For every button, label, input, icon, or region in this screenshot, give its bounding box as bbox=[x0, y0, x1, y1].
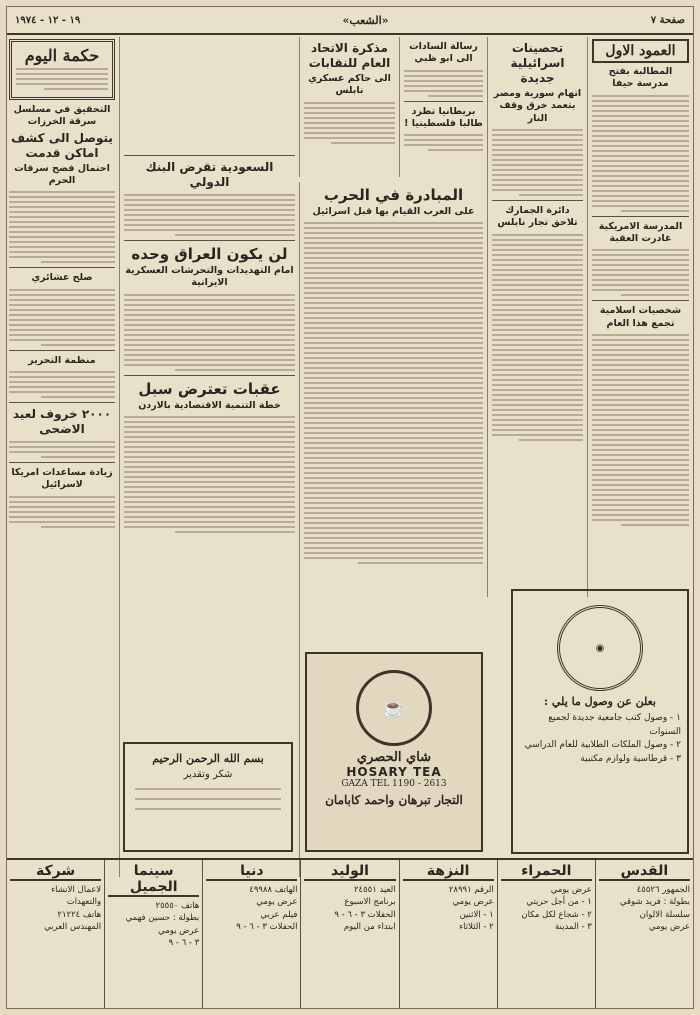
cinema-ads-row bbox=[7, 858, 693, 1008]
ad-item: ٢ - الثلاثاء bbox=[459, 921, 494, 932]
column-6 bbox=[5, 37, 119, 857]
headline: منظمة التحرير bbox=[28, 354, 96, 366]
ad-item: عرض يومي bbox=[452, 897, 494, 908]
headline: رسالة السادات الى ابو ظبي bbox=[409, 41, 478, 65]
subheadline: اتهام سورية ومصر بتعمد خرق وقف النار bbox=[493, 88, 582, 124]
paper-name: «الشعب» bbox=[342, 13, 389, 27]
cinema-ad bbox=[399, 860, 497, 1008]
article-body bbox=[592, 95, 689, 212]
ad-title: القدس bbox=[599, 863, 690, 881]
wisdom-title: حكمة اليوم bbox=[24, 46, 100, 65]
cinema-ad bbox=[104, 860, 202, 1008]
headline: لن يكون العراق وحده bbox=[131, 245, 288, 263]
article-body bbox=[124, 194, 295, 236]
newspaper-page bbox=[6, 6, 694, 1009]
tea-name-en: HOSARY TEA bbox=[346, 765, 442, 779]
headline: المدرسة الامريكية غادرت العقبة bbox=[598, 220, 683, 245]
ad-item: لاعمال الانشاء bbox=[51, 885, 102, 895]
article-body bbox=[304, 222, 483, 564]
ad-item: ١ - الاثنين bbox=[459, 909, 494, 920]
tea-ad bbox=[305, 652, 483, 852]
article-body bbox=[9, 371, 115, 398]
ad-line: ٢ - وصول الملكات الطلابية للعام الدراسي bbox=[524, 740, 681, 750]
ad-item: ٣ - ٦ - ٩ bbox=[168, 937, 200, 948]
article-body bbox=[492, 129, 583, 196]
headline: ٢٠٠٠ خروف لعيد الاضحى bbox=[12, 407, 112, 437]
subheadline: على العرب القيام بها قبل اسرائيل bbox=[312, 206, 475, 217]
headline: عقبات تعترض سبل bbox=[138, 379, 281, 398]
cinema-ad bbox=[202, 860, 300, 1008]
headline: دائرة الجمارك تلاحق تجار نابلس bbox=[497, 205, 578, 229]
page-number: صفحة ٧ bbox=[650, 14, 685, 26]
headline: بريطانيا تطرد طالبا فلسطينيا ! bbox=[404, 105, 483, 130]
headline: مذكرة الاتحاد العام للنقابات bbox=[308, 41, 391, 70]
notice-title: بسم الله الرحمن الرحيم bbox=[152, 752, 264, 765]
bookstore-ad bbox=[511, 589, 689, 854]
column-2 bbox=[487, 37, 587, 597]
ad-item: برنامج الاسبوع bbox=[344, 897, 396, 908]
tea-name-ar: شاي الحصري bbox=[356, 750, 432, 765]
ad-item: عرض يومي bbox=[648, 921, 690, 932]
tea-phone: GAZA TEL 1190 - 2613 bbox=[341, 779, 447, 789]
wisdom-box bbox=[9, 39, 115, 100]
ad-title: سينما الجميل bbox=[108, 863, 199, 897]
ad-title: دنيا bbox=[206, 863, 297, 881]
ad-title: شركة bbox=[10, 863, 101, 881]
tea-logo-icon: ☕ bbox=[356, 670, 432, 746]
headline: التحقيق في مسلسل سرقة الخرزات bbox=[13, 104, 111, 128]
article-body bbox=[9, 496, 115, 528]
ad-item: الجمهور ٤٥٥٢٦ bbox=[636, 885, 690, 895]
ad-item: المهندس العربي bbox=[44, 921, 102, 932]
cinema-ad bbox=[300, 860, 398, 1008]
ad-item: بطولة : فريد شوقي bbox=[619, 897, 690, 908]
ad-title: بعلن عن وصول ما يلي : bbox=[544, 695, 656, 708]
headline: شخصيات اسلامية تجمع هذا العام bbox=[599, 305, 682, 329]
ad-item: ١ - من أجل حريتي bbox=[526, 897, 592, 908]
article-body bbox=[9, 191, 115, 263]
subheadline: امام التهديدات والتحرشات العسكرية الايرانية bbox=[125, 265, 294, 289]
ad-title: الوليد bbox=[304, 863, 395, 881]
article-body bbox=[124, 294, 295, 371]
ad-item: ابتداء من اليوم bbox=[343, 921, 396, 932]
headline: المبادرة في الحرب bbox=[323, 186, 464, 204]
article-body bbox=[304, 102, 395, 144]
tea-distributor: التجار تبرهان واحمد كابامان bbox=[325, 793, 463, 807]
company-ad bbox=[7, 860, 104, 1008]
bookstore-seal-icon: ◉ bbox=[557, 605, 643, 691]
ad-item: الهاتف ٤٩٩٨٨ bbox=[249, 885, 298, 895]
ad-item: بطولة : حسين فهمي bbox=[125, 913, 200, 924]
ad-item: فيلم عربي bbox=[260, 909, 298, 920]
ad-item: الحفلات ٣ - ٦ - ٩ bbox=[334, 909, 396, 920]
column-1 bbox=[587, 37, 693, 597]
column-logo: العمود الاول bbox=[592, 39, 689, 63]
column-3 bbox=[399, 37, 487, 177]
subheadline: خطة التنمية الاقتصادية بالاردن bbox=[138, 399, 281, 411]
ad-item: عرض يومي bbox=[550, 885, 592, 895]
ad-item: عرض يومي bbox=[256, 897, 298, 908]
column-4 bbox=[299, 37, 399, 177]
ad-item: ٣ - المدينة bbox=[554, 921, 592, 932]
cinema-ad bbox=[595, 860, 693, 1008]
ad-item: والتعهدات bbox=[66, 897, 102, 908]
article-body bbox=[404, 134, 483, 151]
headline: يتوصل الى كشف اماكن قدمت bbox=[11, 130, 113, 160]
ad-item: الحفلات ٣ - ٦ - ٩ bbox=[236, 921, 298, 932]
article-body bbox=[9, 441, 115, 458]
headline: صلح عشائري bbox=[31, 272, 93, 284]
article-body bbox=[592, 249, 689, 296]
notice-subtitle: شكر وتقدير bbox=[183, 769, 233, 780]
ad-item: عرض يومي bbox=[158, 925, 200, 936]
article-body bbox=[124, 416, 295, 533]
headline: المطالبة بفتح مدرسة حيفا bbox=[608, 66, 673, 90]
ad-item: هاتف ٢٥٥٥٠ bbox=[155, 901, 200, 911]
ad-item: سلسلة الالوان bbox=[639, 909, 690, 920]
page-header bbox=[7, 7, 693, 35]
headline: السعودية تقرض البنك الدولي bbox=[145, 160, 274, 189]
ad-title: النزهة bbox=[403, 863, 494, 881]
notice-box bbox=[123, 742, 293, 852]
headline: تحصينات اسرائيلية جديدة bbox=[510, 41, 565, 85]
issue-date: ١٩ - ١٢ - ١٩٧٤ bbox=[15, 14, 81, 26]
cinema-ad bbox=[497, 860, 595, 1008]
ad-line: ١ - وصول كتب جامعية جديدة لجميع السنوات bbox=[548, 713, 681, 737]
article-body bbox=[492, 234, 583, 441]
ad-item: هاتف ٢١٢٢٤ bbox=[57, 909, 102, 920]
ad-item: ٢ - شجاع لكل مكان bbox=[521, 909, 592, 920]
subheadline: احتمال فضح سرقات الحرم bbox=[14, 162, 110, 187]
ad-item: العيد ٢٤٥٥١ bbox=[353, 885, 396, 895]
subheadline: الى حاكم عسكري نابلس bbox=[308, 73, 391, 97]
article-body bbox=[9, 289, 115, 346]
headline: زيادة مساعدات امريكا لاسرائيل bbox=[11, 467, 113, 491]
article-body bbox=[592, 334, 689, 526]
ad-line: ٣ - قرطاسية ولوازم مكتبية bbox=[580, 753, 681, 764]
article-body bbox=[404, 70, 483, 97]
ad-item: الرقم ٢٨٩٩١ bbox=[448, 885, 494, 895]
ad-title: الحمراء bbox=[501, 863, 592, 881]
